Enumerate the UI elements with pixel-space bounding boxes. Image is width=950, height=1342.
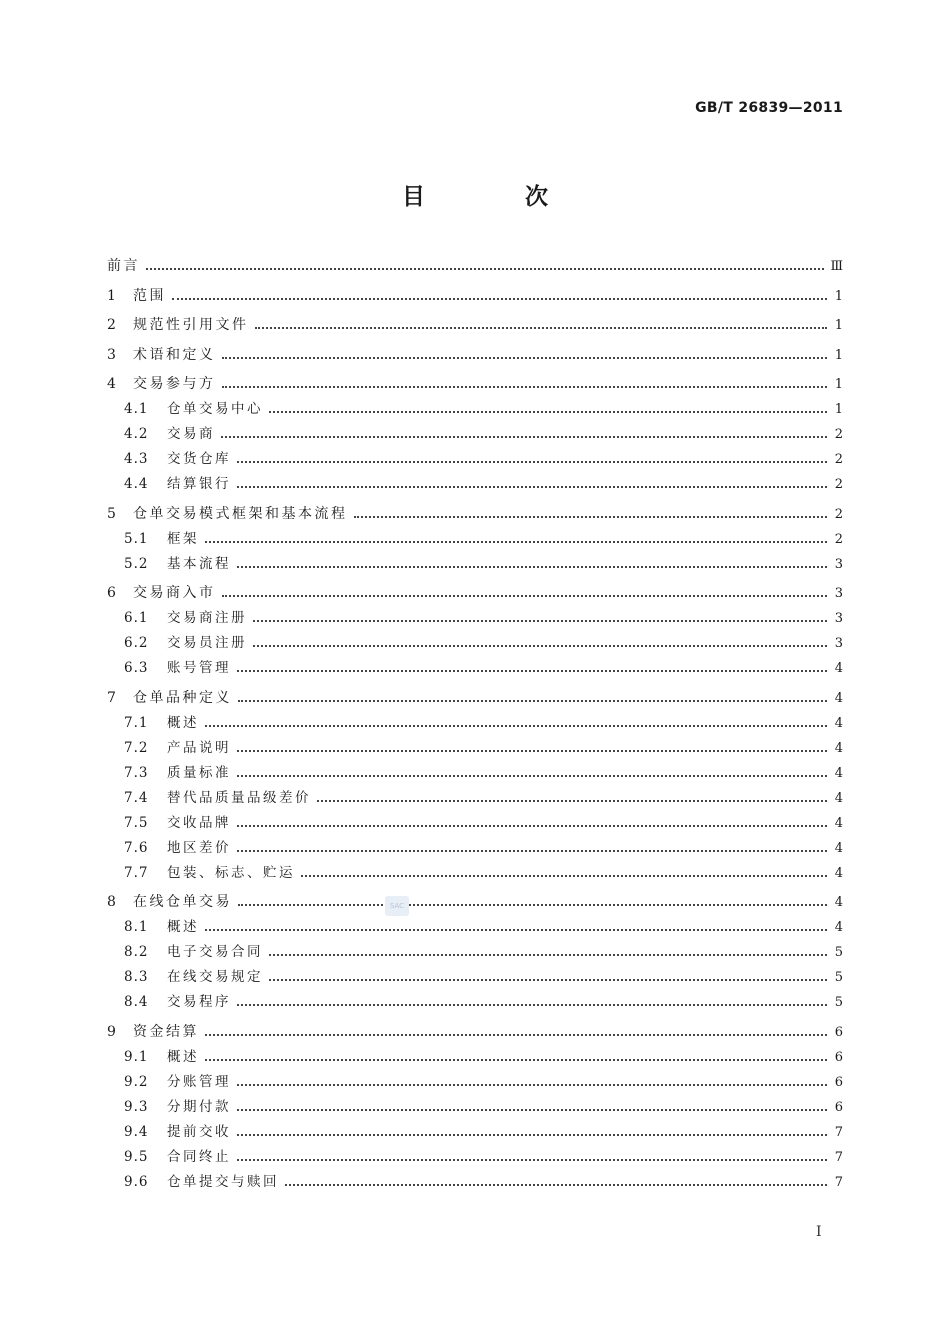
toc-subentry[interactable]	[107, 864, 843, 882]
toc-page-number: 4	[834, 715, 843, 731]
toc-entry[interactable]	[107, 584, 843, 602]
toc-section-label: 仓单品种定义	[133, 689, 232, 706]
toc-section-number: 3	[107, 346, 116, 363]
toc-subentry[interactable]	[107, 659, 843, 677]
toc-section-label: 提前交收	[167, 1123, 231, 1140]
toc-dot-leader	[269, 978, 827, 981]
toc-subentry[interactable]	[107, 839, 843, 857]
toc-dot-leader	[237, 749, 827, 752]
toc-page-number: 5	[834, 970, 843, 985]
toc-dot-leader	[269, 410, 827, 413]
toc-section-number: 9	[107, 1023, 116, 1040]
toc-section-number: 9.1	[124, 1048, 149, 1065]
toc-subentry[interactable]	[107, 555, 843, 573]
toc-page-number: 1	[834, 402, 843, 417]
toc-dot-leader	[269, 953, 827, 956]
toc-subentry[interactable]	[107, 1123, 843, 1141]
toc-section-number: 9.6	[124, 1173, 149, 1190]
toc-page-number: 2	[834, 531, 843, 547]
toc-section-label: 范围	[133, 287, 166, 304]
toc-subentry[interactable]	[107, 1098, 843, 1116]
toc-subentry[interactable]	[107, 425, 843, 443]
toc-dot-leader	[253, 619, 827, 622]
toc-page-number: Ⅲ	[830, 259, 843, 274]
toc-section-number: 6.2	[124, 635, 149, 651]
toc-dot-leader	[285, 1183, 827, 1186]
toc-section-label: 概述	[167, 919, 199, 935]
toc-dot-leader	[205, 1058, 827, 1061]
toc-section-label: 仓单提交与赎回	[167, 1173, 279, 1190]
toc-dot-leader	[237, 849, 827, 852]
toc-subentry[interactable]	[107, 400, 843, 418]
toc-section-number: 7.7	[124, 864, 149, 881]
toc-section-label: 替代品质量品级差价	[167, 789, 311, 806]
toc-section-number: 6	[107, 585, 116, 601]
toc-section-label: 术语和定义	[133, 346, 216, 363]
toc-subentry[interactable]	[107, 530, 843, 548]
toc-page-number: 4	[834, 920, 843, 935]
toc-dot-leader	[317, 799, 827, 802]
toc-dot-leader	[205, 724, 827, 727]
toc-section-number: 4.1	[124, 401, 149, 417]
toc-section-label: 交易参与方	[133, 376, 216, 392]
toc-subentry[interactable]	[107, 943, 843, 961]
toc-section-number: 7.5	[124, 814, 149, 831]
toc-section-label: 框架	[167, 530, 199, 547]
toc-section-number: 8.2	[124, 944, 149, 960]
toc-section-label: 概述	[167, 714, 199, 731]
toc-entry[interactable]	[107, 505, 843, 523]
toc-dot-leader	[237, 1108, 827, 1111]
toc-dot-leader	[354, 515, 828, 518]
toc-dot-leader	[237, 824, 827, 827]
toc-subentry[interactable]	[107, 609, 843, 627]
toc-page-number: 5	[834, 945, 843, 960]
toc-subentry[interactable]	[107, 634, 843, 652]
table-of-contents	[107, 257, 843, 1191]
toc-subentry[interactable]	[107, 968, 843, 986]
toc-section-label: 仓单交易模式框架和基本流程	[133, 505, 348, 522]
toc-dot-leader	[237, 460, 827, 463]
toc-section-number: 2	[107, 317, 116, 333]
toc-page-number: 1	[834, 288, 843, 304]
toc-page-number: 7	[834, 1149, 843, 1165]
toc-page-number: 4	[834, 765, 843, 781]
toc-dot-leader	[205, 540, 827, 543]
toc-page-number: 4	[834, 740, 843, 756]
toc-section-label: 资金结算	[133, 1023, 199, 1040]
toc-section-number: 8.4	[124, 994, 149, 1010]
toc-section-number: 4.4	[124, 476, 149, 492]
toc-section-number: 4.3	[124, 451, 149, 467]
toc-subentry[interactable]	[107, 918, 843, 936]
toc-section-label: 合同终止	[167, 1148, 231, 1165]
toc-section-number: 9.4	[124, 1123, 149, 1140]
toc-page-number: 6	[834, 1074, 843, 1090]
toc-section-label: 账号管理	[167, 660, 231, 676]
toc-section-number: 5.1	[124, 530, 149, 547]
toc-section-label: 交收品牌	[167, 814, 231, 831]
toc-entry[interactable]	[107, 1023, 843, 1041]
toc-section-number: 7.3	[124, 764, 149, 781]
toc-section-number: 5.2	[124, 555, 149, 572]
toc-page-number: 4	[834, 815, 843, 831]
toc-section-number: 7.4	[124, 789, 149, 806]
toc-subentry[interactable]	[107, 764, 843, 782]
toc-page-number: 2	[834, 452, 843, 467]
toc-page-number: 4	[834, 790, 843, 806]
toc-section-label: 仓单交易中心	[167, 401, 263, 417]
toc-dot-leader	[237, 485, 827, 488]
toc-page-number: 3	[834, 636, 843, 651]
toc-dot-leader	[238, 699, 827, 702]
toc-entry[interactable]	[107, 375, 843, 393]
toc-section-label: 交易商注册	[167, 610, 247, 626]
toc-entry[interactable]	[107, 689, 843, 707]
toc-dot-leader	[146, 267, 824, 270]
toc-page-number: 4	[834, 895, 843, 910]
toc-page-number: 2	[834, 506, 843, 522]
toc-dot-leader	[237, 1083, 827, 1086]
toc-dot-leader	[222, 385, 828, 388]
toc-dot-leader	[301, 874, 827, 877]
toc-subentry[interactable]	[107, 475, 843, 493]
toc-section-number: 5	[107, 505, 116, 522]
toc-page-number: 4	[834, 840, 843, 856]
toc-section-label: 电子交易合同	[167, 944, 263, 960]
toc-entry[interactable]	[107, 316, 843, 334]
toc-section-number: 1	[107, 287, 116, 304]
page-number: Ⅰ	[816, 1224, 822, 1240]
toc-dot-leader	[205, 1033, 827, 1036]
toc-subentry[interactable]	[107, 1048, 843, 1066]
toc-section-number: 7.6	[124, 839, 149, 856]
toc-subentry[interactable]	[107, 789, 843, 807]
toc-section-label: 基本流程	[167, 555, 231, 572]
toc-section-label: 分账管理	[167, 1073, 231, 1090]
toc-page-number: 6	[834, 1099, 843, 1115]
toc-page-number: 1	[834, 377, 843, 392]
toc-section-label: 交易程序	[167, 994, 231, 1010]
toc-section-number: 7.2	[124, 739, 149, 756]
toc-page-number: 6	[834, 1024, 843, 1040]
toc-subentry[interactable]	[107, 814, 843, 832]
toc-subentry[interactable]	[107, 450, 843, 468]
toc-section-number: 8.1	[124, 919, 149, 935]
toc-page-number: 1	[834, 347, 843, 363]
toc-section-number: 9.5	[124, 1148, 149, 1165]
toc-entry[interactable]	[107, 346, 843, 364]
toc-section-label: 质量标准	[167, 764, 231, 781]
toc-dot-leader	[172, 297, 827, 300]
toc-section-label: 结算银行	[167, 476, 231, 492]
toc-dot-leader	[255, 326, 828, 329]
toc-page-number: 4	[834, 865, 843, 881]
toc-page-number: 1	[834, 318, 843, 333]
toc-dot-leader	[238, 903, 827, 906]
toc-section-number: 8	[107, 894, 116, 910]
toc-section-label: 概述	[167, 1048, 199, 1065]
toc-section-number: 4.2	[124, 426, 149, 442]
toc-page-number: 3	[834, 586, 843, 601]
toc-page-number: 4	[834, 690, 843, 706]
toc-dot-leader	[237, 1158, 827, 1161]
toc-dot-leader	[237, 1003, 827, 1006]
toc-dot-leader	[205, 928, 827, 931]
standard-code: GB/T 26839—2011	[695, 100, 843, 116]
toc-entry[interactable]	[107, 287, 843, 305]
toc-page-number: 3	[834, 611, 843, 626]
toc-section-label: 交易商	[167, 426, 215, 442]
toc-section-label: 在线仓单交易	[133, 894, 232, 910]
toc-dot-leader	[237, 565, 827, 568]
toc-section-number: 8.3	[124, 969, 149, 985]
toc-dot-leader	[237, 669, 827, 672]
toc-section-label: 在线交易规定	[167, 969, 263, 985]
toc-section-number: 7	[107, 689, 116, 706]
toc-entry[interactable]	[107, 893, 843, 911]
toc-dot-leader	[237, 1133, 827, 1136]
toc-page-number: 3	[834, 556, 843, 572]
toc-section-label: 交易商入市	[133, 585, 216, 601]
toc-subentry[interactable]	[107, 739, 843, 757]
toc-section-number: 6.1	[124, 610, 149, 626]
toc-section-number: 9.3	[124, 1098, 149, 1115]
toc-page-number: 4	[834, 661, 843, 676]
toc-section-label: 规范性引用文件	[133, 317, 249, 333]
toc-page-number: 5	[834, 995, 843, 1010]
toc-dot-leader	[253, 644, 827, 647]
toc-subentry[interactable]	[107, 1148, 843, 1166]
toc-section-label: 分期付款	[167, 1098, 231, 1115]
toc-section-label: 交易员注册	[167, 635, 247, 651]
toc-page-number: 6	[834, 1049, 843, 1065]
toc-subentry[interactable]	[107, 1173, 843, 1191]
toc-page-number: 7	[834, 1124, 843, 1140]
toc-section-label: 前言	[107, 258, 140, 274]
toc-section-number: 9.2	[124, 1073, 149, 1090]
toc-section-number: 6.3	[124, 660, 149, 676]
toc-section-label: 产品说明	[167, 739, 231, 756]
toc-subentry[interactable]	[107, 993, 843, 1011]
toc-subentry[interactable]	[107, 714, 843, 732]
toc-section-label: 地区差价	[167, 839, 231, 856]
toc-dot-leader	[237, 774, 827, 777]
sac-watermark-logo: SAC	[385, 896, 409, 916]
toc-section-number: 4	[107, 376, 116, 392]
toc-page-number: 2	[834, 477, 843, 492]
toc-page-number: 7	[834, 1174, 843, 1190]
toc-section-label: 包装、标志、贮运	[167, 864, 295, 881]
toc-subentry[interactable]	[107, 1073, 843, 1091]
toc-dot-leader	[222, 356, 828, 359]
toc-page-number: 2	[834, 427, 843, 442]
toc-entry[interactable]	[107, 257, 843, 275]
page-title: 目 次	[401, 184, 594, 210]
toc-section-label: 交货仓库	[167, 451, 231, 467]
toc-dot-leader	[222, 594, 828, 597]
toc-section-number: 7.1	[124, 714, 149, 731]
toc-dot-leader	[221, 435, 827, 438]
